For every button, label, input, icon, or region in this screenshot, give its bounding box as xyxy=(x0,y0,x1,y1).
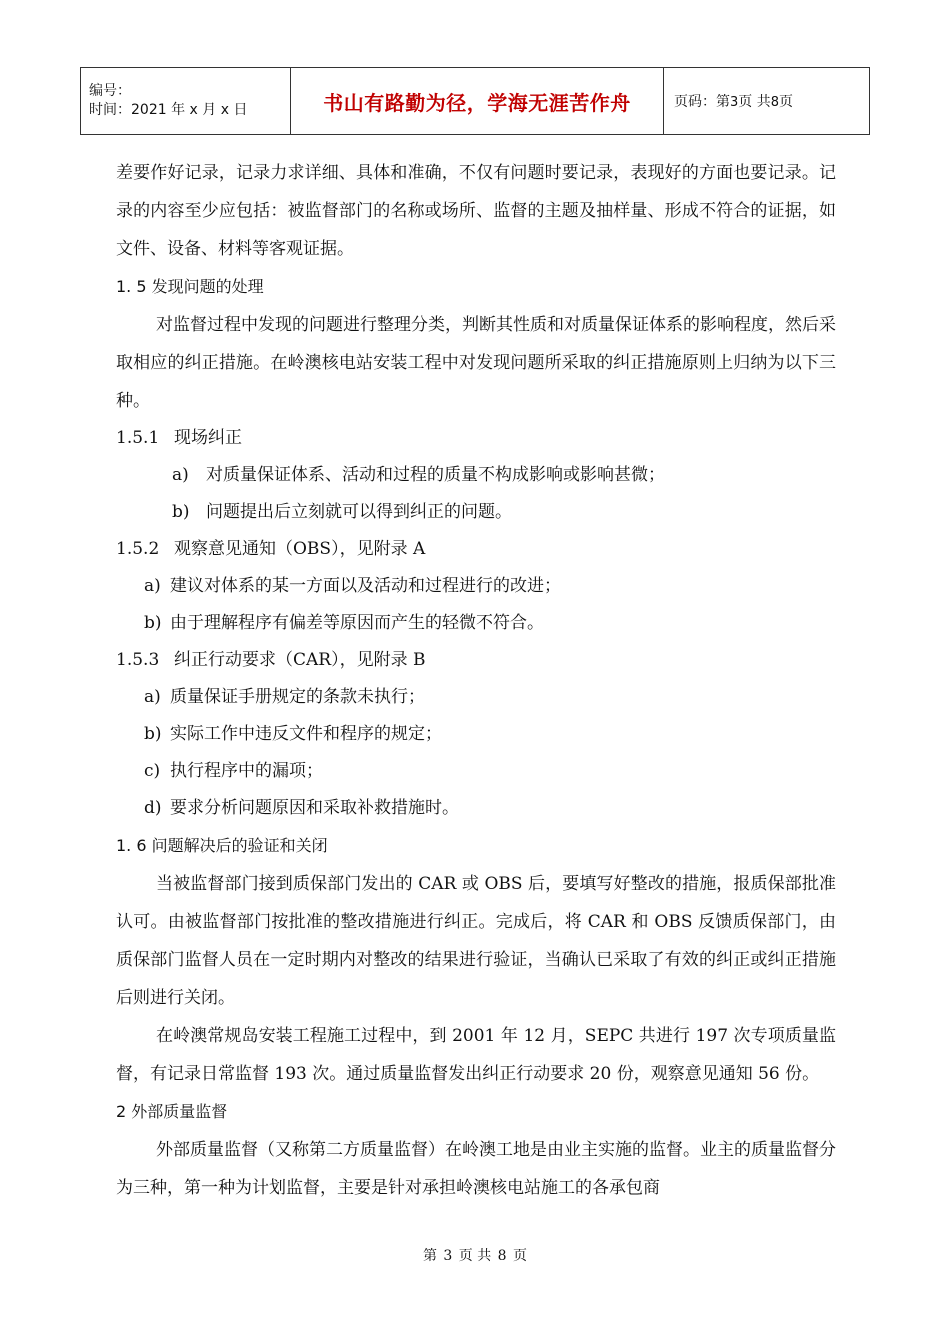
header-page-suffix: 页 xyxy=(779,94,794,110)
header-motto: 书山有路勤为径，学海无涯苦作舟 xyxy=(291,68,664,135)
list-label: a) xyxy=(172,465,189,485)
list-label: a) xyxy=(144,687,161,707)
subsection-title: 现场纠正 xyxy=(174,428,242,448)
footer-prefix: 第 xyxy=(422,1248,437,1264)
list-text: 执行程序中的漏项； xyxy=(170,761,323,781)
list-label: b) xyxy=(144,613,162,633)
paragraph-5: 外部质量监督（又称第二方质量监督）在岭澳工地是由业主实施的监督。业主的质量监督分为三种，第一种为计划监督，主要是针对承担岭澳核电站施工的各承包商 xyxy=(116,1140,836,1198)
list-item xyxy=(116,679,836,716)
list-text: 问题提出后立刻就可以得到纠正的问题。 xyxy=(206,502,512,522)
list-item xyxy=(116,716,836,753)
list-item xyxy=(116,753,836,790)
list-item xyxy=(116,494,836,531)
subsection-number: 1.5.3 xyxy=(116,650,160,670)
header-page-info xyxy=(664,68,870,135)
header-page-mid: 页 共 xyxy=(738,94,771,110)
footer-suffix: 页 xyxy=(513,1248,528,1264)
section-heading-2: 2 外部质量监督 xyxy=(116,1102,228,1121)
subsection-1-5-3 xyxy=(116,642,836,679)
paragraph-4: 在岭澳常规岛安装工程施工过程中，到 2001 年 12 月，SEPC 共进行 197 次专项质量监督，有记录日常监督 193 次。通过质量监督发出纠正行动要求 20 份，观察意见通知 56 份。 xyxy=(116,1026,836,1084)
list-text: 建议对体系的某一方面以及活动和过程进行的改进； xyxy=(170,576,561,596)
subsection-title: 纠正行动要求（CAR），见附录 B xyxy=(174,650,426,670)
list-item xyxy=(116,790,836,827)
subsection-number: 1.5.2 xyxy=(116,539,160,559)
subsection-number: 1.5.1 xyxy=(116,428,160,448)
header-page-total: 8 xyxy=(770,95,780,110)
header-page-number: 3 xyxy=(730,95,739,110)
document-header xyxy=(80,67,870,135)
list-text: 实际工作中违反文件和程序的规定； xyxy=(170,724,442,744)
page-footer xyxy=(0,1245,950,1265)
list-item xyxy=(116,457,836,494)
list-label: c) xyxy=(144,761,161,781)
list-text: 要求分析问题原因和采取补救措施时。 xyxy=(170,798,459,818)
footer-mid: 页 共 xyxy=(458,1248,492,1264)
subsection-1-5-1 xyxy=(116,420,836,457)
section-heading-1-5: 1. 5 发现问题的处理 xyxy=(116,277,264,296)
subsection-title: 观察意见通知（OBS），见附录 A xyxy=(174,539,426,559)
paragraph-1: 差要作好记录，记录力求详细、具体和准确，不仅有问题时要记录，表现好的方面也要记录。记录的内容至少应包括：被监督部门的名称或场所、监督的主题及抽样量、形成不符合的证据，如文件、设备、材料等客观证据。 xyxy=(116,163,836,259)
list-label: b) xyxy=(144,724,162,744)
header-meta xyxy=(81,68,291,135)
paragraph-2: 对监督过程中发现的问题进行整理分类，判断其性质和对质量保证体系的影响程度，然后采取相应的纠正措施。在岭澳核电站安装工程中对发现问题所采取的纠正措施原则上归纳为以下三种。 xyxy=(116,315,836,411)
paragraph-3: 当被监督部门接到质保部门发出的 CAR 或 OBS 后，要填写好整改的措施，报质保部批准认可。由被监督部门按批准的整改措施进行纠正。完成后，将 CAR 和 OBS 反馈质保部门，由质保部门监督人员在一定时期内对整改的结果进行验证，当确认已采取了有效的纠正或纠正措施后则进行关闭。 xyxy=(116,874,836,1008)
header-page-prefix: 页码：第 xyxy=(674,94,730,110)
list-label: a) xyxy=(144,576,161,596)
list-label: d) xyxy=(144,798,162,818)
list-item xyxy=(116,568,836,605)
subsection-1-5-2 xyxy=(116,531,836,568)
footer-page-total: 8 xyxy=(497,1248,507,1264)
header-number-label: 编号： xyxy=(89,83,131,99)
footer-page-number: 3 xyxy=(443,1248,453,1264)
list-text: 质量保证手册规定的条款未执行； xyxy=(170,687,425,707)
list-text: 对质量保证体系、活动和过程的质量不构成影响或影响甚微； xyxy=(206,465,665,485)
document-body xyxy=(116,154,836,1207)
list-label: b) xyxy=(172,502,190,522)
header-time-label: 时间：2021 年 x 月 x 日 xyxy=(89,102,248,118)
list-text: 由于理解程序有偏差等原因而产生的轻微不符合。 xyxy=(170,613,544,633)
list-item xyxy=(116,605,836,642)
section-heading-1-6: 1. 6 问题解决后的验证和关闭 xyxy=(116,836,328,855)
